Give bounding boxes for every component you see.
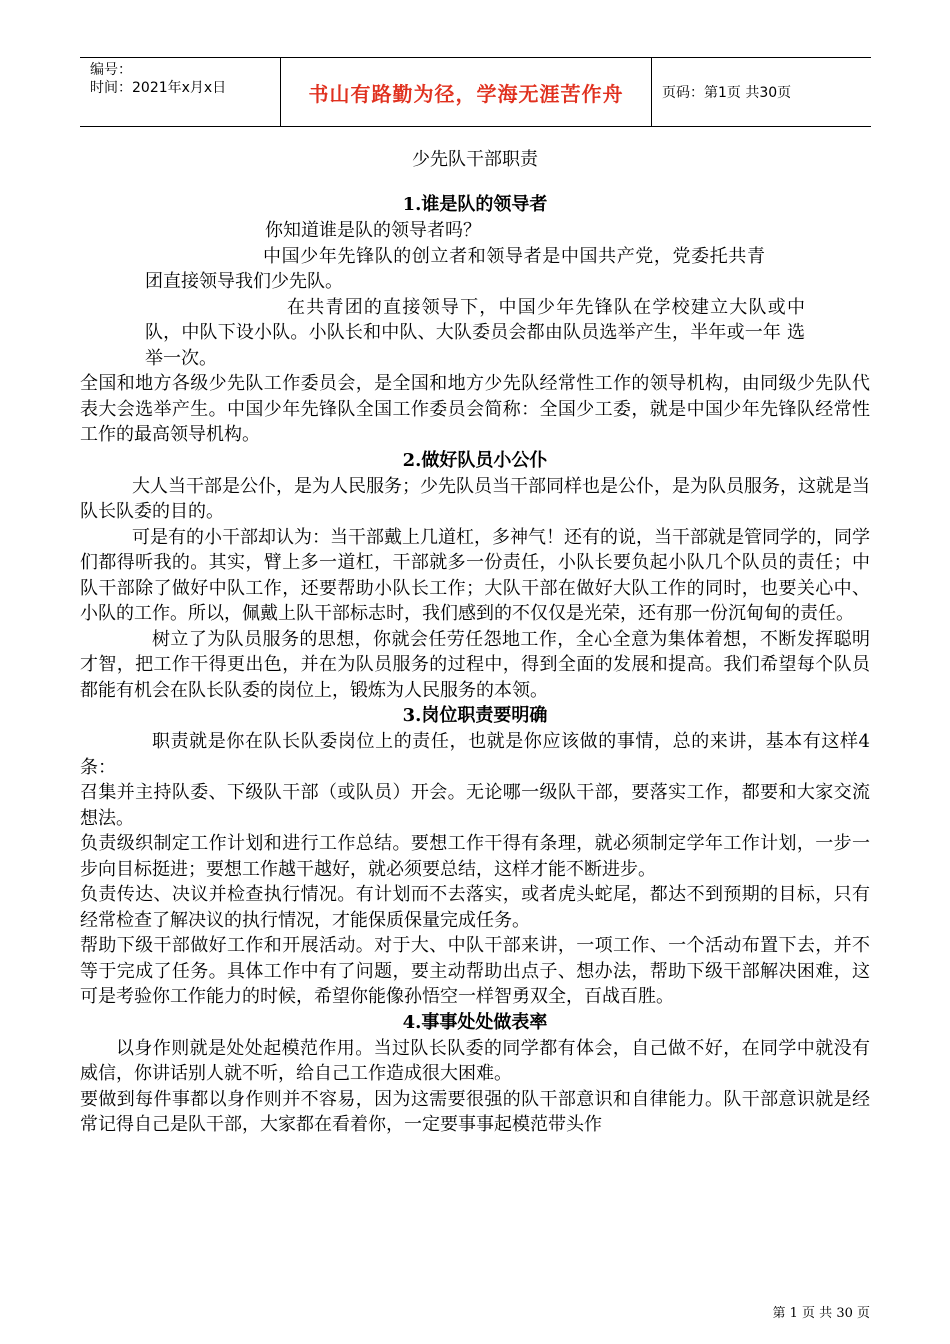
page-footer: 第 1 页 共 30 页 <box>772 1306 870 1321</box>
paragraph: 可是有的小干部却认为：当干部戴上几道杠，多神气！还有的说，当干部就是管同学的，同学们都得听我的。其实，臂上多一道杠，干部就多一份责任，小队长要负起小队几个队员的责任；中队干部除了做好中队工作，还要帮助小队长工作；大队干部在做好大队工作的同时，也要关心中、小队的工作。所以，佩戴上队干部标志时，我们感到的不仅仅是光荣，还有那一份沉甸甸的责任。 <box>80 526 870 624</box>
paragraph: 负责传达、决议并检查执行情况。有计划而不去落实，或者虎头蛇尾，都达不到预期的目标，只有经常检查了解决议的执行情况，才能保质保量完成任务。 <box>80 884 870 931</box>
page-header <box>80 57 871 127</box>
header-page-info: 页码：第1页 共30页 <box>662 85 792 101</box>
section-heading: 1.谁是队的领导者 <box>402 194 548 215</box>
header-meta <box>80 58 281 126</box>
header-motto: 书山有路勤为径，学海无涯苦作舟 <box>281 58 652 126</box>
paragraph: 负责级织制定工作计划和进行工作总结。要想工作干得有条理，就必须制定学年工作计划，一步一步向目标挺进；要想工作越干越好，就必须要总结，这样才能不断进步。 <box>80 833 870 880</box>
paragraph: 大人当干部是公仆，是为人民服务；少先队员当干部同样也是公仆，是为队员服务，这就是当队长队委的目的。 <box>80 475 870 522</box>
paragraph: 职责就是你在队长队委岗位上的责任，也就是你应该做的事情，总的来讲，基本有这样4条： <box>80 731 870 778</box>
paragraph: 全国和地方各级少先队工作委员会，是全国和地方少先队经常性工作的领导机构，由同级少先队代表大会选举产生。中国少年先锋队全国工作委员会简称：全国少工委，就是中国少年先锋队经常性工作的最高领导机构。 <box>80 373 870 445</box>
paragraph: 要做到每件事都以身作则并不容易，因为这需要很强的队干部意识和自律能力。队干部意识就是经常记得自己是队干部，大家都在看着你，一定要事事起模范带头作 <box>80 1088 870 1135</box>
document-title: 少先队干部职责 <box>412 149 538 170</box>
paragraph: 帮助下级干部做好工作和开展活动。对于大、中队干部来讲，一项工作、一个活动布置下去，并不等于完成了任务。具体工作中有了问题，要主动帮助出点子、想办法，帮助下级干部解决困难，这可是考验你工作能力的时候，希望你能像孙悟空一样智勇双全，百战百胜。 <box>80 935 870 1007</box>
section-heading: 3.岗位职责要明确 <box>402 705 548 726</box>
paragraph: 中国少年先锋队的创立者和领导者是中国共产党，党委托共青团直接领导我们少先队。 <box>145 245 765 292</box>
paragraph: 以身作则就是处处起模范作用。当过队长队委的同学都有体会，自己做不好，在同学中就没有威信，你讲话别人就不听，给自己工作造成很大困难。 <box>80 1037 870 1084</box>
paragraph: 召集并主持队委、下级队干部（或队员）开会。无论哪一级队干部，要落实工作，都要和大家交流想法。 <box>80 782 870 829</box>
section-heading: 2.做好队员小公仆 <box>402 449 548 471</box>
paragraph: 你知道谁是队的领导者吗？ <box>265 220 481 241</box>
paragraph: 在共青团的直接领导下，中国少年先锋队在学校建立大队或中队，中队下设小队。小队长和中队、大队委员会都由队员选举产生，半年或一年 选举一次。 <box>145 296 805 369</box>
doc-time-label: 时间：2021年x月x日 <box>90 80 227 96</box>
paragraph: 树立了为队员服务的思想，你就会任劳任怨地工作，全心全意为集体着想，不断发挥聪明才智，把工作干得更出色，并在为队员服务的过程中，得到全面的发展和提高。我们希望每个队员都能有机会在队长队委的岗位上，锻炼为人民服务的本领。 <box>80 628 870 701</box>
doc-number-label: 编号： <box>90 62 132 78</box>
section-heading: 4.事事处处做表率 <box>402 1011 548 1033</box>
document-body <box>80 140 870 1138</box>
